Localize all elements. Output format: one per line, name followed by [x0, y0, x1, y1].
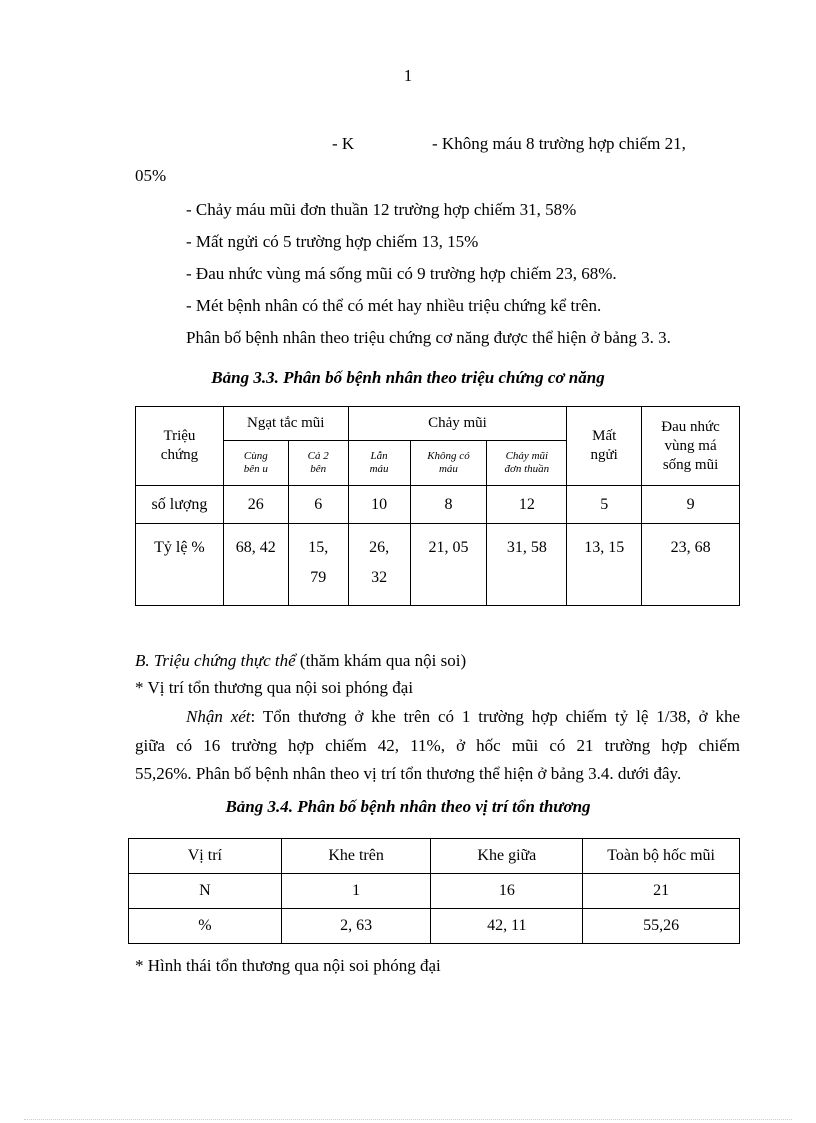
- intro-line-1: - Không máu 8 trường hợp chiếm 21,: [432, 134, 686, 153]
- header-mat-ngui: Mất ngửi: [567, 407, 642, 486]
- table-header-cell: Khe trên: [281, 839, 431, 874]
- bullet-item: - Đau nhức vùng má sống mũi có 9 trường hợp chiếm 23, 68%.: [186, 264, 617, 283]
- table-cell: 26: [223, 486, 288, 524]
- section-b-title: B. Triệu chứng thực thể (thăm khám qua nội soi): [135, 651, 467, 670]
- closing-bullet: * Hình thái tổn thương qua nội soi phóng đại: [135, 956, 441, 975]
- table-cell: 21, 05: [410, 524, 487, 606]
- table-3-3-caption: Bảng 3.3. Phân bố bệnh nhân theo triệu chứng cơ năng: [211, 368, 605, 387]
- table-cell: 15, 79: [288, 524, 348, 606]
- table-header-cell: Khe giữa: [431, 839, 583, 874]
- row-label-percent: Tỷ lệ %: [136, 524, 224, 606]
- table-3-3: [135, 406, 740, 606]
- bullet-item: - Mất ngửi có 5 trường hợp chiếm 13, 15%: [186, 232, 479, 251]
- remark-line-2: giữa có 16 trường hợp chiếm 42, 11%, ở hốc mũi có 21 trường hợp chiếm: [135, 736, 740, 755]
- table-cell: 8: [410, 486, 487, 524]
- remark-line-1: Nhận xét: Tổn thương ở khe trên có 1 trường hợp chiếm tỷ lệ 1/38, ở khe: [186, 707, 740, 726]
- table-cell: 21: [583, 874, 740, 909]
- table-cell: 31, 58: [487, 524, 567, 606]
- bullet-item: - Chảy máu mũi đơn thuần 12 trường hợp chiếm 31, 58%: [186, 200, 577, 219]
- row-label-count: số lượng: [136, 486, 224, 524]
- table-cell: N: [129, 874, 282, 909]
- intro-summary: Phân bố bệnh nhân theo triệu chứng cơ năng được thể hiện ở bảng 3. 3.: [186, 328, 671, 347]
- table-cell: 23, 68: [642, 524, 740, 606]
- remark-line-3: 55,26%. Phân bố bệnh nhân theo vị trí tổn thương thể hiện ở bảng 3.4. dưới đây.: [135, 764, 682, 783]
- table-header-cell: Vị trí: [129, 839, 282, 874]
- table-cell: 5: [567, 486, 642, 524]
- table-3-4-caption: Bảng 3.4. Phân bố bệnh nhân theo vị trí tổn thương: [225, 797, 591, 816]
- table-cell: 13, 15: [567, 524, 642, 606]
- table-cell: 1: [281, 874, 431, 909]
- subheader-khong-mau: Không có máu: [410, 441, 487, 486]
- table-cell: 9: [642, 486, 740, 524]
- table-header-cell: Toàn bộ hốc mũi: [583, 839, 740, 874]
- table-cell: 12: [487, 486, 567, 524]
- subheader-don-thuan: Chảy mũi đơn thuần: [487, 441, 567, 486]
- table-cell: 26, 32: [348, 524, 410, 606]
- page-number: 1: [403, 66, 413, 85]
- subheader-lan-mau: Lẫn máu: [348, 441, 410, 486]
- intro-line-1-cont: 05%: [135, 166, 167, 185]
- table-cell: %: [129, 909, 282, 944]
- subheader-ca-2-ben: Cả 2 bên: [288, 441, 348, 486]
- table-cell: 16: [431, 874, 583, 909]
- table-cell: 10: [348, 486, 410, 524]
- subheader-cung-ben: Cùng bên u: [223, 441, 288, 486]
- group-header-chay-mui: Chảy mũi: [348, 407, 567, 441]
- table-cell: 68, 42: [223, 524, 288, 606]
- table-corner-header: Triệu chứng: [136, 407, 224, 486]
- intro-k-fragment: - K: [332, 134, 355, 153]
- section-b-bullet: * Vị trí tổn thương qua nội soi phóng đại: [135, 678, 414, 697]
- group-header-ngat-tac-mui: Ngạt tắc mũi: [223, 407, 348, 441]
- table-cell: 42, 11: [431, 909, 583, 944]
- table-3-4: [128, 838, 740, 944]
- page-divider: [24, 1119, 792, 1120]
- table-cell: 2, 63: [281, 909, 431, 944]
- table-cell: 6: [288, 486, 348, 524]
- header-dau-nhuc: Đau nhức vùng má sống mũi: [642, 407, 740, 486]
- table-cell: 55,26: [583, 909, 740, 944]
- bullet-item: - Mét bệnh nhân có thể có mét hay nhiều triệu chứng kể trên.: [186, 296, 602, 315]
